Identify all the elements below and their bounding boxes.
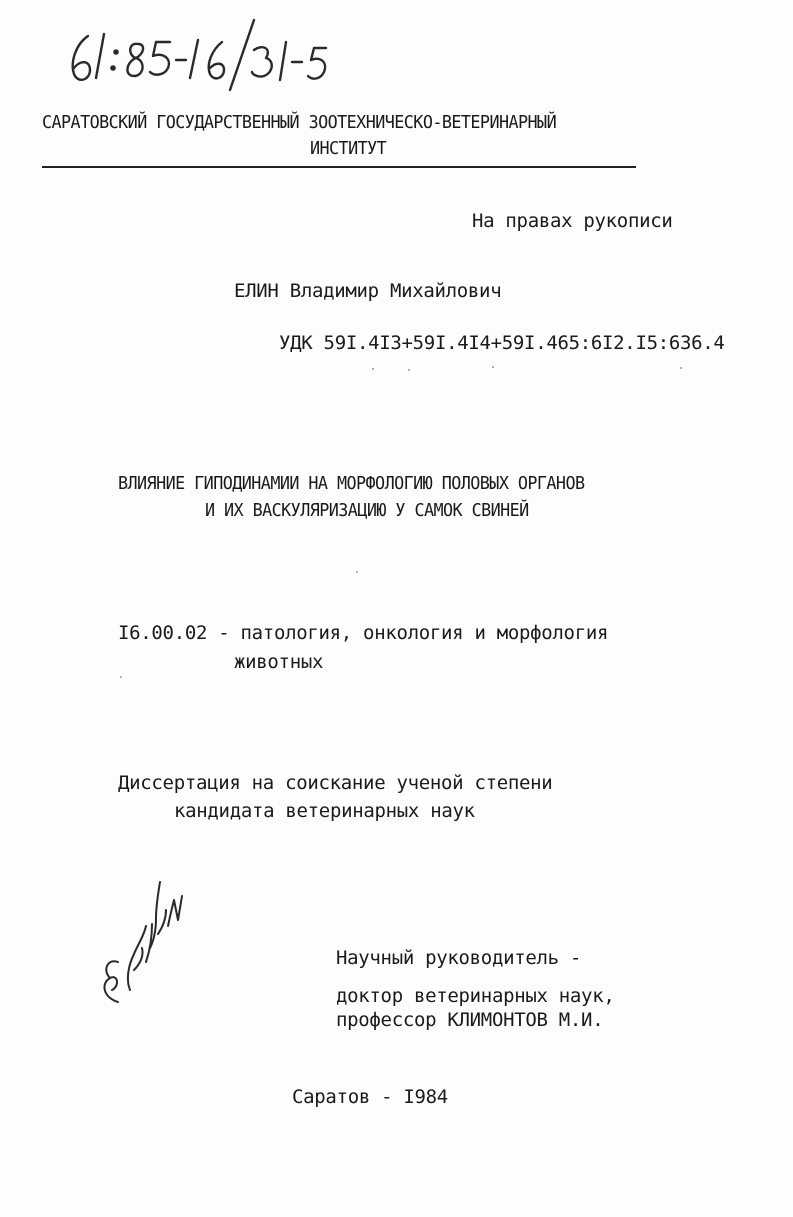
author-name: ЕЛИН Владимир Михайлович (234, 280, 502, 302)
scan-speck (492, 366, 494, 368)
manuscript-note: На правах рукописи (472, 210, 673, 232)
handwritten-archive-code (58, 14, 358, 94)
udc-code: УДК 59I.4I3+59I.4I4+59I.465:6I2.I5:636.4 (279, 332, 725, 354)
supervisor-line-1: Научный руководитель - (336, 947, 582, 969)
specialty-line-1: I6.00.02 - патология, онкология и морфология (118, 622, 609, 644)
scan-speck (408, 369, 410, 371)
scan-speck (680, 367, 682, 369)
dissertation-line-2: кандидата ветеринарных наук (174, 800, 475, 822)
dissertation-line-1: Диссертация на соискание ученой степени (118, 772, 553, 794)
specialty-line-2: животных (234, 651, 324, 673)
scan-speck (120, 676, 122, 678)
title-line-2: И ИХ ВАСКУЛЯРИЗАЦИЮ У САМОК СВИНЕЙ (205, 500, 529, 521)
city-year: Саратов - I984 (292, 1086, 448, 1108)
signature (90, 870, 200, 1020)
institution-line-2: ИНСТИТУТ (310, 138, 387, 159)
supervisor-line-3: профессор КЛИМОНТОВ М.И. (336, 1009, 604, 1031)
institution-line-1: САРАТОВСКИЙ ГОСУДАРСТВЕННЫЙ ЗООТЕХНИЧЕСКО-ВЕТЕРИНАРНЫЙ (42, 112, 557, 133)
scan-speck (356, 571, 358, 573)
scan-speck (372, 368, 374, 370)
header-divider (42, 166, 636, 168)
title-line-1: ВЛИЯНИЕ ГИПОДИНАМИИ НА МОРФОЛОГИЮ ПОЛОВЫХ ОРГАНОВ (118, 473, 585, 494)
supervisor-line-2: доктор ветеринарных наук, (336, 985, 615, 1007)
